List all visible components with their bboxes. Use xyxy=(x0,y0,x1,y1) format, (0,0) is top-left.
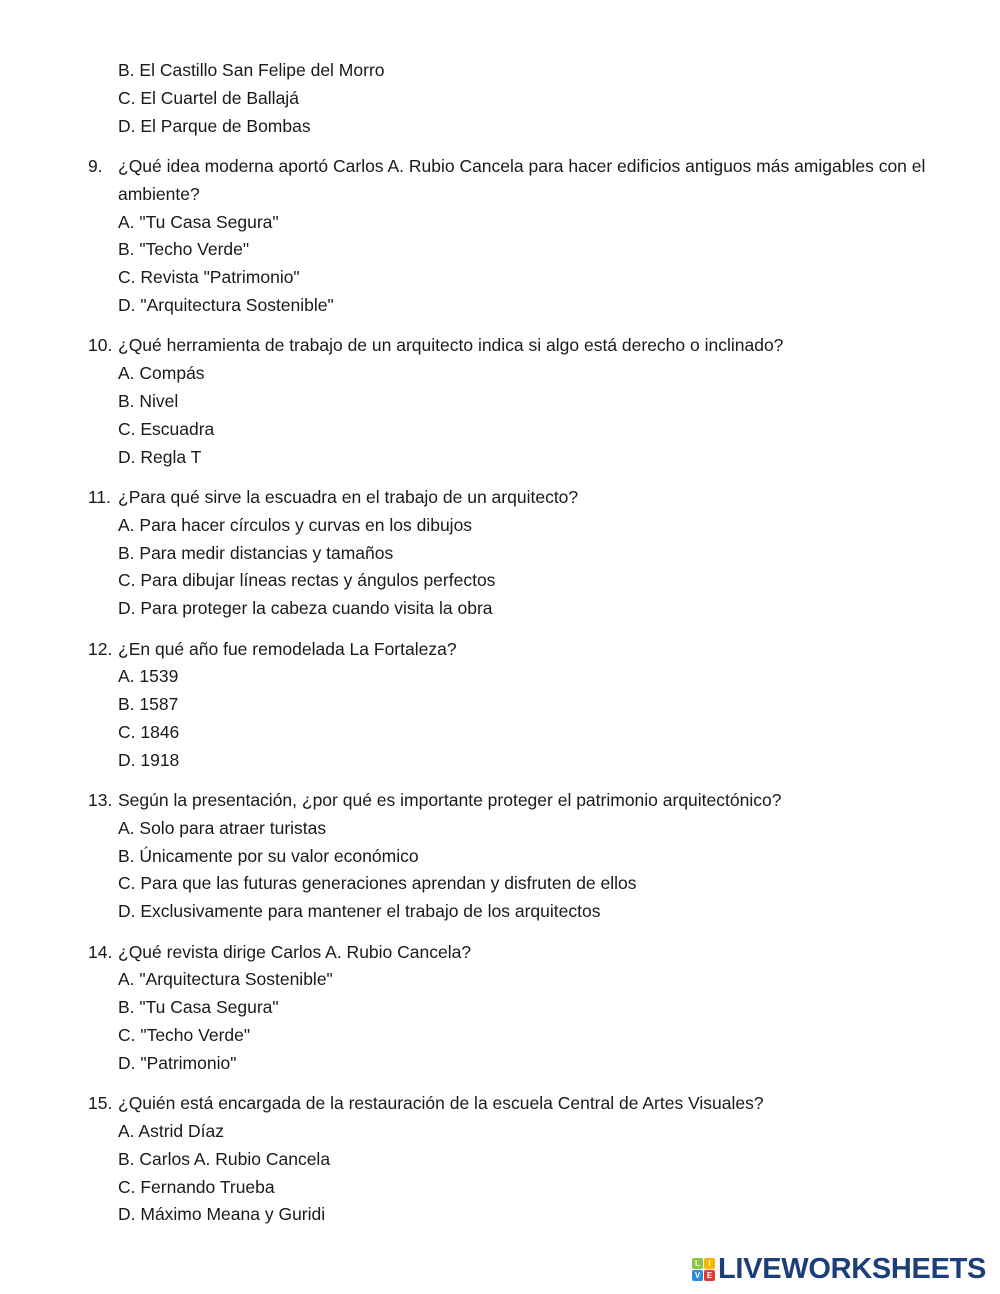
worksheet xyxy=(88,57,958,1229)
logo-tile: V xyxy=(692,1270,703,1281)
question-number: 12. xyxy=(88,638,113,659)
answer-option[interactable]: A. Solo para atraer turistas xyxy=(118,817,327,838)
question-text: ¿Qué idea moderna aportó Carlos A. Rubio Cancela para hacer edificios antiguos más amigables con el ambiente? xyxy=(118,155,926,204)
question-row xyxy=(88,787,958,815)
answer-option[interactable]: D. El Parque de Bombas xyxy=(118,115,311,136)
answer-option[interactable]: A. Astrid Díaz xyxy=(118,1121,225,1142)
answer-option[interactable]: A. "Tu Casa Segura" xyxy=(118,211,279,232)
answer-option[interactable]: B. El Castillo San Felipe del Morro xyxy=(118,60,385,80)
question-row xyxy=(88,484,958,512)
answer-option[interactable]: D. Para proteger la cabeza cuando visita la obra xyxy=(118,598,493,619)
answer-option[interactable]: D. Regla T xyxy=(118,446,202,467)
answer-option[interactable]: A. Para hacer círculos y curvas en los dibujos xyxy=(118,514,473,535)
answer-option[interactable]: C. "Techo Verde" xyxy=(118,1025,251,1046)
question-row xyxy=(88,1090,958,1118)
answer-option[interactable]: B. "Tu Casa Segura" xyxy=(118,997,279,1018)
logo-tiles-icon xyxy=(692,1258,715,1281)
question-block xyxy=(88,332,958,471)
answer-option[interactable]: B. 1587 xyxy=(118,694,179,715)
question-text: ¿En qué año fue remodelada La Fortaleza? xyxy=(118,638,457,659)
question-text: ¿Qué herramienta de trabajo de un arquitecto indica si algo está derecho o inclinado? xyxy=(118,335,784,356)
answer-option[interactable]: C. Escuadra xyxy=(118,418,215,439)
question-text: ¿Para qué sirve la escuadra en el trabajo de un arquitecto? xyxy=(118,486,579,507)
question-row xyxy=(88,332,958,360)
answer-option[interactable]: C. El Cuartel de Ballajá xyxy=(118,87,299,108)
answer-option[interactable]: A. Compás xyxy=(118,363,205,384)
question-row xyxy=(88,636,958,664)
answer-option[interactable]: C. Para dibujar líneas rectas y ángulos perfectos xyxy=(118,570,496,591)
answer-option[interactable]: D. 1918 xyxy=(118,749,180,770)
answer-option[interactable]: C. 1846 xyxy=(118,721,180,742)
question-number: 11. xyxy=(88,486,112,507)
answer-option[interactable]: B. "Techo Verde" xyxy=(118,239,250,260)
logo-wordmark: LIVEWORKSHEETS xyxy=(718,1253,987,1285)
answer-option[interactable]: D. Máximo Meana y Guridi xyxy=(118,1204,326,1225)
question-block xyxy=(88,1090,958,1229)
question-row xyxy=(88,939,958,967)
logo-tile: L xyxy=(692,1258,703,1269)
question-block xyxy=(88,939,958,1078)
answer-option[interactable]: B. Únicamente por su valor económico xyxy=(118,845,419,866)
answer-option[interactable]: D. "Patrimonio" xyxy=(118,1052,237,1073)
answer-option[interactable]: B. Nivel xyxy=(118,390,179,411)
question-number: 10. xyxy=(88,335,113,356)
answer-option[interactable]: C. Fernando Trueba xyxy=(118,1176,275,1197)
question-number: 9. xyxy=(88,155,103,176)
answer-option[interactable]: C. Revista "Patrimonio" xyxy=(118,267,300,288)
liveworksheets-logo xyxy=(692,1253,987,1285)
question-number: 14. xyxy=(88,941,113,962)
question-text: Según la presentación, ¿por qué es importante proteger el patrimonio arquitectónico? xyxy=(118,790,782,811)
question-text: ¿Qué revista dirige Carlos A. Rubio Cancela? xyxy=(118,941,472,962)
answer-option[interactable]: B. Carlos A. Rubio Cancela xyxy=(118,1148,331,1169)
answer-option[interactable]: A. 1539 xyxy=(118,666,179,687)
answer-option[interactable]: C. Para que las futuras generaciones aprendan y disfruten de ellos xyxy=(118,873,637,894)
logo-tile: I xyxy=(704,1258,715,1269)
question-block xyxy=(88,484,958,623)
answer-option[interactable]: A. "Arquitectura Sostenible" xyxy=(118,969,333,990)
question-number: 15. xyxy=(88,1093,113,1114)
question-number: 13. xyxy=(88,790,113,811)
question-row xyxy=(88,153,958,209)
answer-option[interactable]: D. "Arquitectura Sostenible" xyxy=(118,294,334,315)
question-block xyxy=(88,787,958,926)
question-block xyxy=(88,636,958,775)
question-text: ¿Quién está encargada de la restauración de la escuela Central de Artes Visuales? xyxy=(118,1093,764,1114)
answer-option[interactable]: D. Exclusivamente para mantener el trabajo de los arquitectos xyxy=(118,901,601,922)
answer-option[interactable]: B. Para medir distancias y tamaños xyxy=(118,542,394,563)
logo-tile: E xyxy=(704,1270,715,1281)
question-block xyxy=(88,153,958,320)
